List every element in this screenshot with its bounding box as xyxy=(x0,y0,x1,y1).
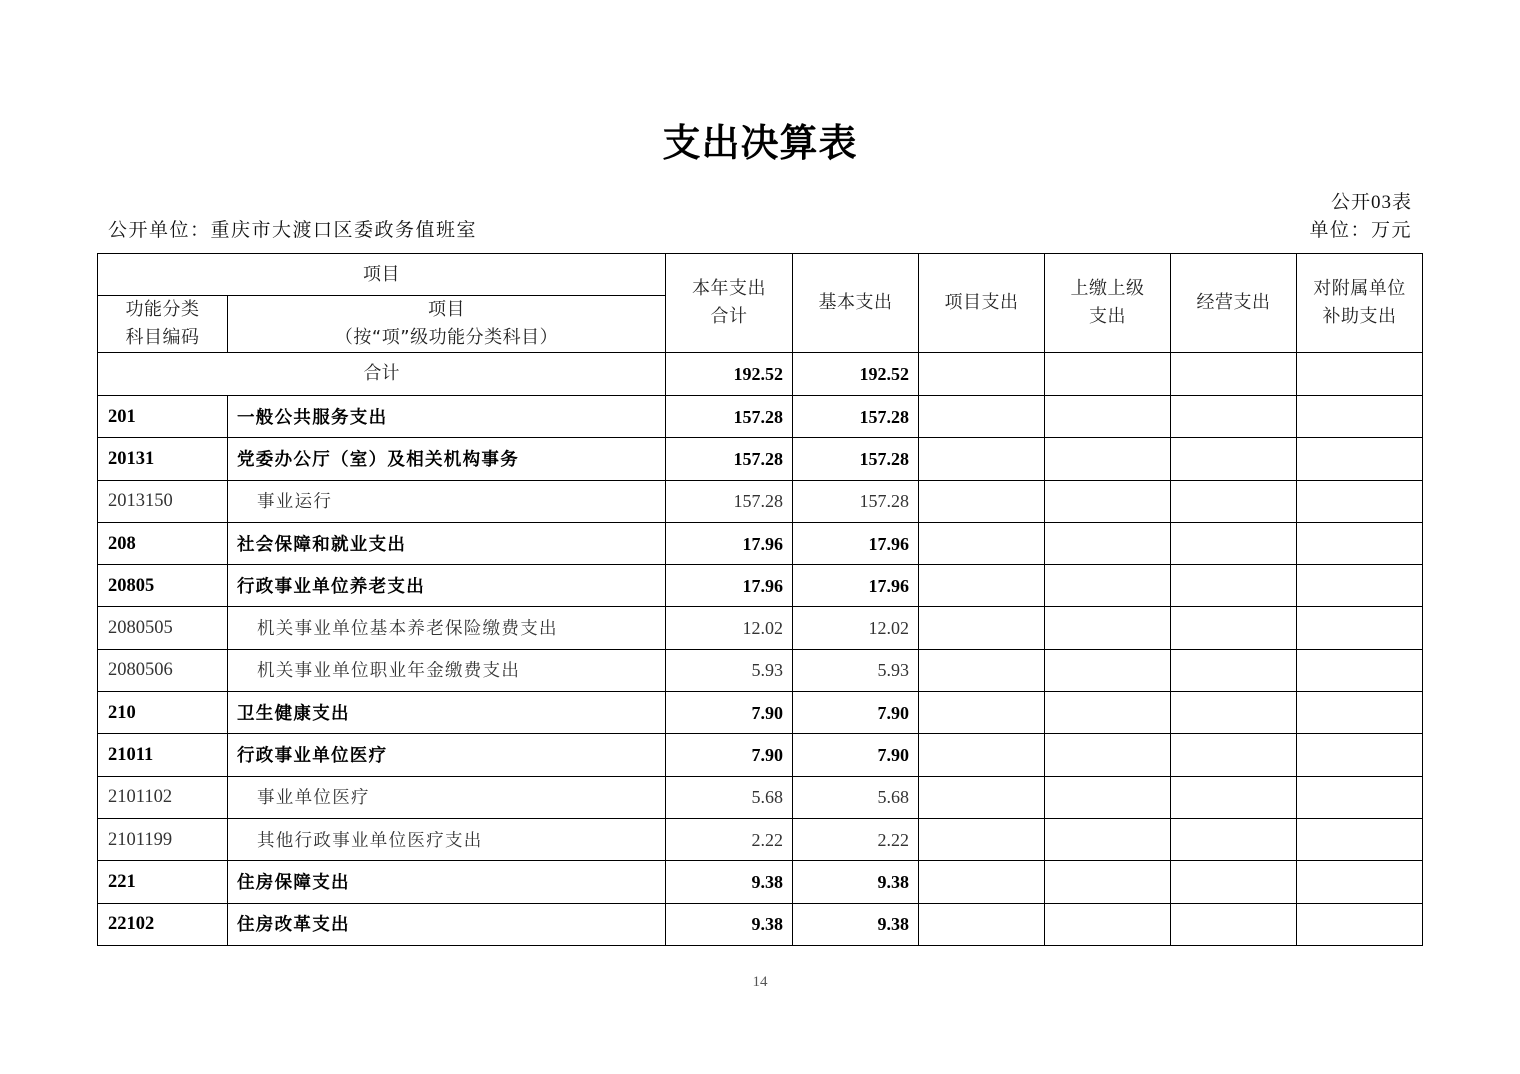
basic-expense-cell: 5.93 xyxy=(793,649,919,691)
project-expense-cell xyxy=(919,776,1045,818)
item-name-cell: 一般公共服务支出 xyxy=(228,396,666,438)
business-expense-cell xyxy=(1171,438,1297,480)
table-row xyxy=(98,734,1423,776)
subsidy-to-affiliates-cell xyxy=(1297,818,1423,860)
expenditure-table xyxy=(97,253,1423,946)
table-row xyxy=(98,480,1423,522)
table-row xyxy=(98,522,1423,564)
subsidy-to-affiliates-cell xyxy=(1297,522,1423,564)
form-number: 公开03表 xyxy=(1330,192,1412,213)
project-expense-cell xyxy=(919,607,1045,649)
remit-to-superior-cell xyxy=(1045,353,1171,396)
business-expense-cell xyxy=(1171,522,1297,564)
remit-to-superior-header-line2: 支出 xyxy=(1089,306,1126,327)
remit-to-superior-cell xyxy=(1045,480,1171,522)
basic-expense-cell: 17.96 xyxy=(793,565,919,607)
current-year-total-cell: 157.28 xyxy=(666,396,793,438)
project-expense-cell xyxy=(919,522,1045,564)
table-row xyxy=(98,396,1423,438)
table-row xyxy=(98,649,1423,691)
business-expense-cell xyxy=(1171,565,1297,607)
item-name-cell: 住房保障支出 xyxy=(228,861,666,903)
subsidy-to-affiliates-cell xyxy=(1297,903,1423,945)
business-expense-cell xyxy=(1171,480,1297,522)
item-name-cell: 机关事业单位基本养老保险缴费支出 xyxy=(228,607,666,649)
code-cell: 2080505 xyxy=(98,607,228,649)
subsidy-to-affiliates-cell xyxy=(1297,734,1423,776)
business-expense-cell xyxy=(1171,649,1297,691)
current-year-total-header xyxy=(666,254,793,353)
project-expense-cell xyxy=(919,480,1045,522)
item-name-cell: 党委办公厅（室）及相关机构事务 xyxy=(228,438,666,480)
project-expense-cell xyxy=(919,861,1045,903)
subsidy-to-affiliates-cell xyxy=(1297,776,1423,818)
table-row xyxy=(98,818,1423,860)
subsidy-to-affiliates-cell xyxy=(1297,480,1423,522)
current-year-total-cell: 7.90 xyxy=(666,734,793,776)
code-cell: 208 xyxy=(98,522,228,564)
subsidy-to-affiliates-cell xyxy=(1297,353,1423,396)
project-expense-cell xyxy=(919,438,1045,480)
remit-to-superior-cell xyxy=(1045,522,1171,564)
code-cell: 2013150 xyxy=(98,480,228,522)
subsidy-to-affiliates-cell xyxy=(1297,861,1423,903)
project-expense-cell xyxy=(919,903,1045,945)
current-year-total-header-line1: 本年支出 xyxy=(692,278,766,299)
current-year-total-cell: 157.28 xyxy=(666,480,793,522)
basic-expense-cell: 157.28 xyxy=(793,396,919,438)
header-row xyxy=(98,254,1423,296)
subsidy-to-affiliates-cell xyxy=(1297,565,1423,607)
remit-to-superior-cell xyxy=(1045,649,1171,691)
subsidy-to-affiliates-cell xyxy=(1297,396,1423,438)
table-row xyxy=(98,607,1423,649)
code-cell: 2080506 xyxy=(98,649,228,691)
remit-to-superior-cell xyxy=(1045,438,1171,480)
code-cell: 221 xyxy=(98,861,228,903)
code-cell: 20805 xyxy=(98,565,228,607)
basic-expense-cell: 12.02 xyxy=(793,607,919,649)
item-name-cell: 事业单位医疗 xyxy=(228,776,666,818)
business-expense-cell xyxy=(1171,861,1297,903)
basic-expense-cell: 5.68 xyxy=(793,776,919,818)
current-year-total-cell: 17.96 xyxy=(666,565,793,607)
subsidy-to-affiliates-cell xyxy=(1297,692,1423,734)
remit-to-superior-cell xyxy=(1045,818,1171,860)
remit-to-superior-cell xyxy=(1045,396,1171,438)
page-number: 14 xyxy=(752,974,768,990)
item-name-cell: 社会保障和就业支出 xyxy=(228,522,666,564)
grand-total-current-year: 192.52 xyxy=(666,353,793,396)
item-name-header-line2: （按“项”级功能分类科目） xyxy=(334,327,559,348)
basic-expense-cell: 9.38 xyxy=(793,903,919,945)
current-year-total-cell: 7.90 xyxy=(666,692,793,734)
current-year-total-cell: 157.28 xyxy=(666,438,793,480)
project-expense-cell xyxy=(919,396,1045,438)
code-cell: 210 xyxy=(98,692,228,734)
project-expense-cell xyxy=(919,353,1045,396)
code-cell: 22102 xyxy=(98,903,228,945)
item-name-cell: 行政事业单位养老支出 xyxy=(228,565,666,607)
subsidy-to-affiliates-cell xyxy=(1297,607,1423,649)
basic-expense-cell: 157.28 xyxy=(793,480,919,522)
business-expense-cell xyxy=(1171,692,1297,734)
remit-to-superior-cell xyxy=(1045,734,1171,776)
current-year-total-cell: 12.02 xyxy=(666,607,793,649)
business-expense-cell xyxy=(1171,818,1297,860)
code-cell: 2101199 xyxy=(98,818,228,860)
current-year-total-cell: 9.38 xyxy=(666,903,793,945)
project-expense-cell xyxy=(919,818,1045,860)
business-expense-cell xyxy=(1171,607,1297,649)
current-year-total-cell: 5.68 xyxy=(666,776,793,818)
remit-to-superior-cell xyxy=(1045,607,1171,649)
subsidy-to-affiliates-header xyxy=(1297,254,1423,353)
table-row xyxy=(98,903,1423,945)
project-expense-header: 项目支出 xyxy=(919,254,1045,353)
table-row xyxy=(98,565,1423,607)
item-name-cell: 卫生健康支出 xyxy=(228,692,666,734)
remit-to-superior-cell xyxy=(1045,861,1171,903)
remit-to-superior-cell xyxy=(1045,776,1171,818)
current-year-total-cell: 17.96 xyxy=(666,522,793,564)
item-name-header-line1: 项目 xyxy=(428,299,465,320)
project-expense-cell xyxy=(919,734,1045,776)
function-code-header xyxy=(98,296,228,353)
code-cell: 2101102 xyxy=(98,776,228,818)
item-name-header xyxy=(228,296,666,353)
function-code-header-line2: 科目编码 xyxy=(125,327,200,348)
unit-label: 单位：万元 xyxy=(1309,220,1412,241)
remit-to-superior-header xyxy=(1045,254,1171,353)
code-cell: 21011 xyxy=(98,734,228,776)
organization-label: 公开单位：重庆市大渡口区委政务值班室 xyxy=(108,220,478,241)
business-expense-cell xyxy=(1171,396,1297,438)
business-expense-cell xyxy=(1171,903,1297,945)
grand-total-basic: 192.52 xyxy=(793,353,919,396)
current-year-total-cell: 9.38 xyxy=(666,861,793,903)
item-group-header: 项目 xyxy=(98,254,666,296)
subsidy-to-affiliates-header-line2: 补助支出 xyxy=(1322,306,1397,327)
function-code-header-line1: 功能分类 xyxy=(125,299,200,320)
basic-expense-header: 基本支出 xyxy=(793,254,919,353)
item-name-cell: 事业运行 xyxy=(228,480,666,522)
page-title: 支出决算表 xyxy=(662,121,858,165)
project-expense-cell xyxy=(919,692,1045,734)
remit-to-superior-header-line1: 上缴上级 xyxy=(1070,278,1145,299)
grand-total-label: 合计 xyxy=(98,353,666,396)
basic-expense-cell: 7.90 xyxy=(793,734,919,776)
basic-expense-cell: 9.38 xyxy=(793,861,919,903)
remit-to-superior-cell xyxy=(1045,692,1171,734)
current-year-total-cell: 2.22 xyxy=(666,818,793,860)
remit-to-superior-cell xyxy=(1045,903,1171,945)
basic-expense-cell: 157.28 xyxy=(793,438,919,480)
item-name-cell: 其他行政事业单位医疗支出 xyxy=(228,818,666,860)
business-expense-cell xyxy=(1171,776,1297,818)
item-name-cell: 机关事业单位职业年金缴费支出 xyxy=(228,649,666,691)
grand-total-row xyxy=(98,353,1423,396)
subsidy-to-affiliates-cell xyxy=(1297,438,1423,480)
current-year-total-header-line2: 合计 xyxy=(710,306,748,327)
business-expense-cell xyxy=(1171,734,1297,776)
project-expense-cell xyxy=(919,649,1045,691)
business-expense-cell xyxy=(1171,353,1297,396)
business-expense-header: 经营支出 xyxy=(1171,254,1297,353)
table-row xyxy=(98,776,1423,818)
remit-to-superior-cell xyxy=(1045,565,1171,607)
table-row xyxy=(98,692,1423,734)
table-row xyxy=(98,861,1423,903)
code-cell: 201 xyxy=(98,396,228,438)
current-year-total-cell: 5.93 xyxy=(666,649,793,691)
basic-expense-cell: 2.22 xyxy=(793,818,919,860)
project-expense-cell xyxy=(919,565,1045,607)
basic-expense-cell: 17.96 xyxy=(793,522,919,564)
item-name-cell: 行政事业单位医疗 xyxy=(228,734,666,776)
code-cell: 20131 xyxy=(98,438,228,480)
basic-expense-cell: 7.90 xyxy=(793,692,919,734)
item-name-cell: 住房改革支出 xyxy=(228,903,666,945)
subsidy-to-affiliates-cell xyxy=(1297,649,1423,691)
table-row xyxy=(98,438,1423,480)
subsidy-to-affiliates-header-line1: 对附属单位 xyxy=(1313,278,1406,299)
